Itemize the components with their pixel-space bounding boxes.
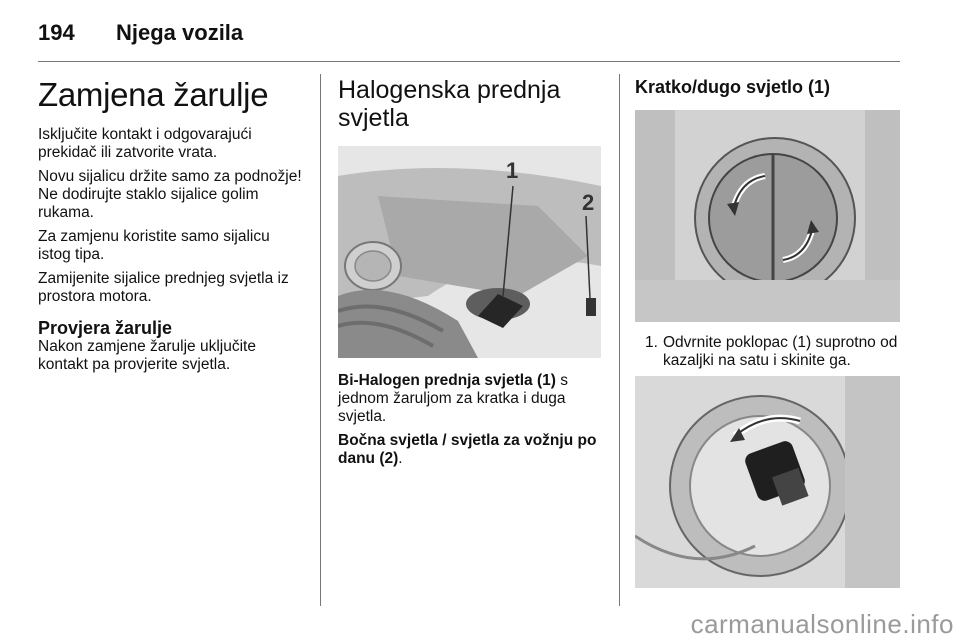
bold-term: Bočna svjetla / svjetla za vožnju po danu (2) [338, 432, 597, 467]
column-2 [338, 76, 606, 474]
section-heading: Zamjena žarulje [38, 76, 269, 113]
instruction-list [635, 334, 903, 370]
watermark: carmanualsonline.info [690, 609, 954, 639]
header-divider [38, 61, 900, 62]
paragraph: Novu sijalicu držite samo za podnožje! Ne dodirujte staklo sijalice golim rukama. [38, 168, 302, 221]
term-description: s jednom žaruljom za kratka i duga svjetla. [338, 372, 568, 425]
paragraph [338, 372, 606, 426]
paragraph: Zamijenite sijalice prednjeg svjetla iz prostora motora. [38, 270, 289, 305]
page-header-title: Njega vozila [116, 20, 244, 45]
paragraph: Nakon zamjene žarulje uključite kontakt pa provjerite svjetla. [38, 338, 256, 373]
term-description: . [398, 450, 403, 467]
section-heading: Halogenska prednja svjetla [338, 76, 561, 132]
bold-term: Bi-Halogen prednja svjetla (1) [338, 372, 556, 389]
section-heading: Kratko/dugo svjetlo (1) [635, 77, 831, 97]
callout-label-2: 2 [582, 190, 595, 215]
step-text: Odvrnite poklopac (1) suprotno od kazaljki na satu i skinite ga. [663, 334, 898, 369]
callout-label-1: 1 [506, 158, 519, 183]
column-3 [635, 76, 903, 588]
column-divider-2 [619, 74, 620, 606]
step-number: 1. [645, 334, 658, 351]
column-divider-1 [320, 74, 321, 606]
paragraph: Isključite kontakt i odgovarajući prekidač ili zatvorite vrata. [38, 126, 252, 161]
headlight-cover-figure [635, 110, 900, 322]
subsection-heading: Provjera žarulje [38, 318, 173, 338]
paragraph [338, 432, 606, 468]
headlight-figure [338, 146, 601, 358]
paragraph: Za zamjenu koristite samo sijalicu istog tipa. [38, 228, 270, 263]
bulb-removal-figure [635, 376, 900, 588]
subsection [38, 318, 306, 374]
list-item [635, 334, 903, 370]
page-number: 194 [38, 20, 75, 45]
column-1 [38, 76, 306, 380]
